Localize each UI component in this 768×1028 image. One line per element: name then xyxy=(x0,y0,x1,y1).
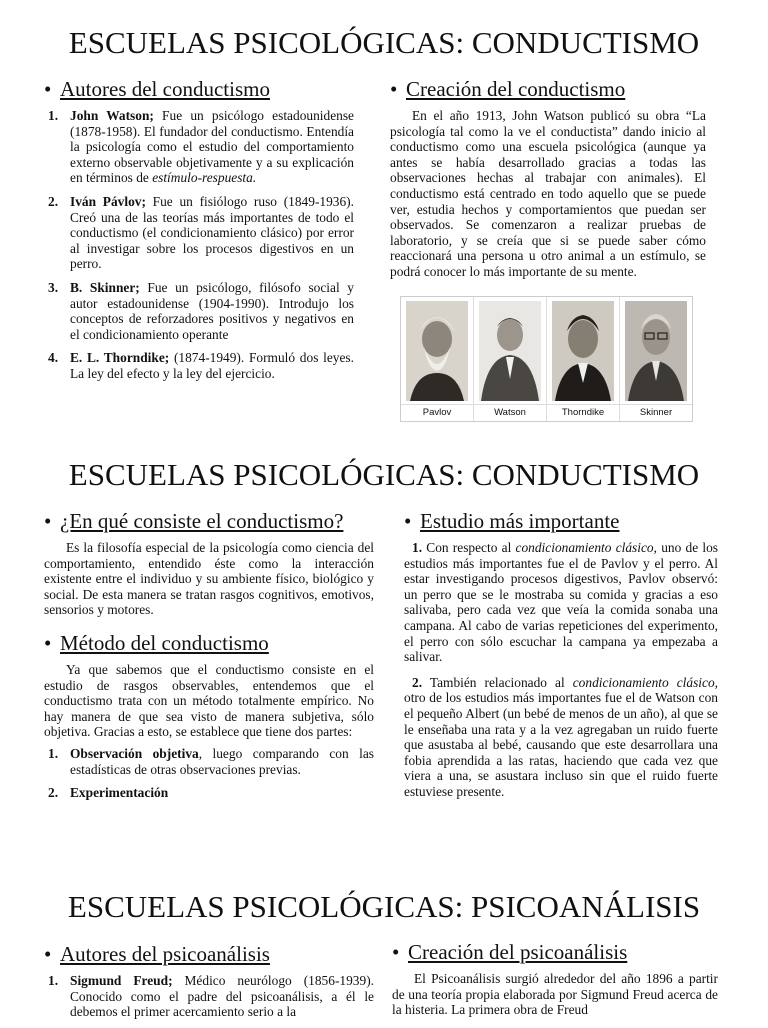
portrait-image xyxy=(552,301,614,401)
study-paragraph: 2. También relacionado al condicionamiento clásico, otro de los estudios más importantes fue el de Watson con el pequeño Albert (un bebé de menos de un año), al que se le enseñaba una rata y a la vez agregaban un ruido fuerte que asustaba al bebé, causando que este desarrollara una fobia aprendida a las ratas, haciendo que cada vez que viera a una, se asustara incluso sin que el ruido fuerte estuviese presente. xyxy=(404,674,718,799)
author-name: Sigmund Freud; xyxy=(70,973,173,988)
heading-authors: Autores del conductismo xyxy=(60,77,270,101)
method-paragraph: Ya que sabemos que el conductismo consiste en el estudio de rasgos observables, entendemos que el conductismo trata con un método totalmente empírico. No hay manera de que sea visto de manera subjetiva, sólo objetiva. Gracias a esto, se establece que tiene dos partes: xyxy=(44,661,374,740)
section-heading: • Estudio más importante xyxy=(404,509,620,533)
authors-column xyxy=(44,76,354,390)
creation-column xyxy=(392,939,718,1018)
heading-creation: Creación del conductismo xyxy=(406,77,626,101)
author-name: John Watson; xyxy=(70,108,154,123)
portrait-watson xyxy=(474,297,547,421)
heading-method: Método del conductismo xyxy=(60,630,269,655)
definition-paragraph: Es la filosofía especial de la psicología como ciencia del comportamiento, entendido éste como la interacción existente entre el individuo y su ambiente físico, biológico y social. De esta manera se tratan rasgos cognitivos, emotivos, sensorios y motores. xyxy=(44,540,374,618)
heading-authors: Autores del psicoanálisis xyxy=(60,942,270,966)
authors-list xyxy=(44,108,354,382)
authors-list xyxy=(44,973,374,1020)
right-column xyxy=(404,508,718,800)
authors-column xyxy=(44,941,374,1028)
author-name: B. Skinner; xyxy=(70,279,140,295)
portraits-strip xyxy=(400,296,693,422)
section-heading: • Método del conductismo xyxy=(44,630,269,655)
section-heading: • Creación del psicoanálisis xyxy=(392,940,628,964)
author-name: E. L. Thorndike; xyxy=(70,350,170,366)
portrait-thorndike xyxy=(547,297,620,421)
heading-creation: Creación del psicoanálisis xyxy=(408,940,628,964)
list-item: 3. B. Skinner; Fue un psicólogo, filósofo social y autor estadounidense (1904-1990). Introdujo los conceptos de reforzadores positivos y negativos en el condicionamiento operante xyxy=(48,279,354,342)
portrait-image xyxy=(479,301,541,401)
creation-paragraph: En el año 1913, John Watson publicó su obra “La psicología tal como la ve el conductista” dando inicio al conductismo como una escuela psicológica (aunque ya antes se había desarrollado gracias a todas las observaciones hechas al trabajar con animales). El conductismo está centrado en todo aquello que se puede ver, estudia hechos y comportamientos que puedan ser observados. Se comenzaron a realizar pruebas de laboratorio, y se creía que si se puede saber cómo reaccionará una persona u otro animal a un estímulo, se podrá conocer lo más importante de su mente. xyxy=(390,108,706,279)
portrait-caption: Skinner xyxy=(620,404,692,421)
slide-title: ESCUELAS PSICOLÓGICAS: CONDUCTISMO xyxy=(68,457,700,492)
method-list xyxy=(44,746,374,801)
portrait-caption: Watson xyxy=(474,404,546,421)
heading-question: ¿En qué consiste el conductismo? xyxy=(60,509,344,533)
slide-title: ESCUELAS PSICOLÓGICAS: CONDUCTISMO xyxy=(68,25,700,60)
section-heading: • Autores del conductismo xyxy=(44,77,270,101)
section-heading: • ¿En qué consiste el conductismo? xyxy=(44,509,344,533)
left-column xyxy=(44,508,374,809)
section-heading: • Autores del psicoanálisis xyxy=(44,942,270,966)
creation-column xyxy=(390,76,706,280)
slide-psicoanalisis xyxy=(0,875,768,1024)
list-item: 1. Observación objetiva, luego comparando con las estadísticas de otras observaciones previas. xyxy=(48,745,374,777)
portrait-image xyxy=(625,301,687,401)
heading-study: Estudio más importante xyxy=(420,509,620,533)
portrait-skinner xyxy=(620,297,692,421)
portrait-caption: Pavlov xyxy=(401,404,473,421)
study-paragraph: 1. Con respecto al condicionamiento clásico, uno de los estudios más importantes fue el de Pavlov y el perro. Al estar investigando procesos digestivos, Pavlov observó: un perro que se le mostraba su comida y gracias a eso salivaba, pero cada vez que veía la comida sonaba una campana. Al cabo de varias repeticiones del experimento, el perro con sólo escuchar la campana ya empezaba a salivar. xyxy=(404,540,718,665)
list-item: 2. Iván Pávlov; Fue un fisiólogo ruso (1849-1936). Creó una de las teorías más importantes de todo el conductismo (el condicionamiento clásico) por error al investigar sobre los procesos digestivos en un perro. xyxy=(48,193,354,272)
portrait-image xyxy=(406,301,468,401)
creation-paragraph: El Psicoanálisis surgió alrededor del año 1896 a partir de una teoría propia elaborada por Sigmund Freud acerca de la histeria. La primera obra de Freud xyxy=(392,971,718,1018)
author-name: Iván Pávlov; xyxy=(70,193,146,209)
slide-conductismo-2 xyxy=(0,438,768,858)
list-item: 2. Experimentación xyxy=(48,785,169,801)
list-item: 4. E. L. Thorndike; (1874-1949). Formuló dos leyes. La ley del efecto y la ley del ejercicio. xyxy=(48,350,354,381)
portrait-pavlov xyxy=(401,297,474,421)
section-heading: • Creación del conductismo xyxy=(390,77,626,101)
list-item: 1. Sigmund Freud; Médico neurólogo (1856-1939). Conocido como el padre del psicoanálisis, a él le debemos el primer acercamiento serio a la xyxy=(48,973,374,1020)
portrait-caption: Thorndike xyxy=(547,404,619,421)
slide-conductismo-1 xyxy=(0,0,768,430)
slide-title: ESCUELAS PSICOLÓGICAS: PSICOANÁLISIS xyxy=(67,889,701,924)
list-item: 1. John Watson; Fue un psicólogo estadounidense (1878-1958). El fundador del conductismo. Entendía la psicología como el estudio del comportamiento externo observable objetivamente y a su explicación en términos de estímulo-respuesta. xyxy=(48,108,354,186)
